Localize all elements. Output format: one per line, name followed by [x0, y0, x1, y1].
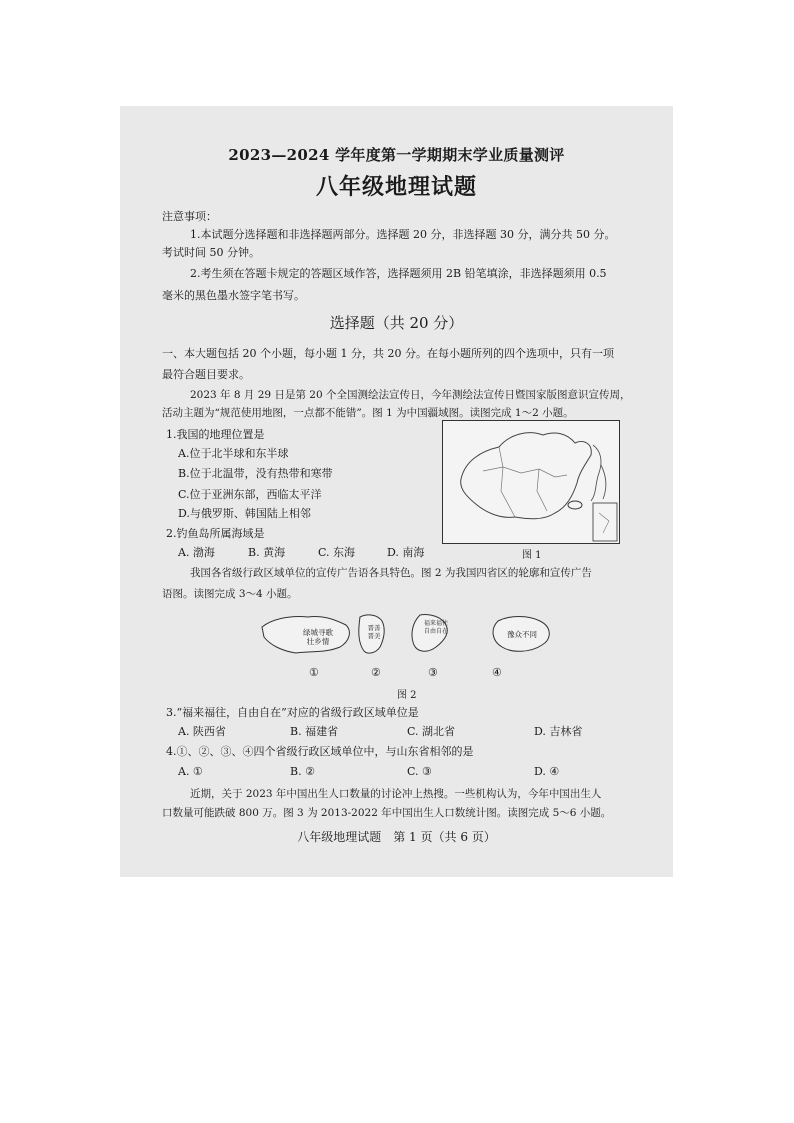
- q4-option-b: B. ②: [290, 765, 315, 778]
- section-heading: 选择题（共 20 分）: [329, 314, 464, 332]
- province1-number: ①: [309, 666, 319, 679]
- province4-slogan: [502, 630, 542, 639]
- notice-item1-line2: 考试时间 50 分钟。: [162, 246, 260, 259]
- q3-stem: 3.“福来福往，自由自在”对应的省级行政区域单位是: [166, 706, 419, 719]
- notice-heading: 注意事项：: [162, 210, 217, 223]
- q3-option-a: A. 陕西省: [178, 725, 226, 738]
- province4-slogan-line1: 豫众不同: [507, 630, 537, 639]
- fig2-caption: 图 2: [397, 690, 417, 701]
- passage3-line2: 口数量可能跌破 800 万。图 3 为 2013-2022 年中国出生人口数统计图。读图完成 5～6 小题。: [162, 807, 612, 819]
- china-map-drawing: [443, 421, 619, 543]
- q2-stem: 2.钓鱼岛所属海域是: [166, 527, 265, 540]
- passage1-line2: 活动主题为“规范使用地图，一点都不能错”。图 1 为中国疆域图。读图完成 1～2 小题。: [162, 407, 574, 419]
- exam-subject-title: 八年级地理试题: [315, 174, 477, 200]
- q2-option-d: D. 南海: [387, 546, 425, 559]
- province2-slogan-line2: 晋美: [367, 632, 381, 640]
- notice-item2-line1: 2.考生须在答题卡规定的答题区域作答，选择题须用 2B 铅笔填涂，非选择题须用 0.5: [190, 267, 607, 280]
- q2-option-b: B. 黄海: [248, 546, 286, 559]
- q4-stem: 4.①、②、③、④四个省级行政区域单位中，与山东省相邻的是: [166, 745, 474, 758]
- section-intro-line2: 最符合题目要求。: [162, 368, 250, 381]
- q3-option-d: D. 吉林省: [534, 725, 583, 738]
- province3-slogan-line1: 福来福往: [423, 620, 448, 627]
- exam-page: [120, 106, 673, 877]
- passage2-line1: 我国各省级行政区域单位的宣传广告语各具特色。图 2 为我国四省区的轮廓和宣传广告: [190, 567, 592, 579]
- section-intro-line1: 一、本大题包括 20 个小题，每小题 1 分，共 20 分。在每小题所列的四个选项中，只有一项: [162, 347, 614, 360]
- notice-item2-line2: 毫米的黑色墨水签字笔书写。: [162, 289, 305, 302]
- q1-stem: 1.我国的地理位置是: [166, 428, 265, 441]
- notice-item1-line1: 1.本试题分选择题和非选择题两部分。选择题 20 分，非选择题 30 分，满分共 50 分。: [190, 228, 616, 241]
- q2-option-a: A. 渤海: [178, 546, 215, 559]
- passage1-line1: 2023 年 8 月 29 日是第 20 个全国测绘法宣传日，今年测绘法宣传日暨国家版图意识宣传周，: [190, 389, 631, 401]
- fig1-caption: 图 1: [522, 550, 542, 561]
- q3-option-b: B. 福建省: [290, 725, 339, 738]
- province3-number: ③: [428, 666, 438, 679]
- passage3-line1: 近期，关于 2023 年中国出生人口数量的讨论冲上热搜。一些机构认为，今年中国出生人: [190, 788, 602, 800]
- q2-option-c: C. 东海: [318, 546, 356, 559]
- province2-slogan: [363, 624, 385, 640]
- q4-option-a: A. ①: [178, 765, 203, 778]
- q4-option-c: C. ③: [407, 765, 432, 778]
- q3-option-c: C. 湖北省: [407, 725, 456, 738]
- q1-option-c: C.位于亚洲东部，西临太平洋: [178, 488, 322, 501]
- china-territory-map: [442, 420, 620, 544]
- passage2-line2: 语图。读图完成 3～4 小题。: [162, 588, 298, 600]
- province1-slogan-line1: 绿城寻歌: [303, 628, 333, 637]
- page-footer: 八年级地理试题 第 1 页（共 6 页）: [297, 830, 496, 844]
- province3-slogan: [422, 620, 450, 636]
- q1-option-b: B.位于北温带，没有热带和寒带: [178, 467, 333, 480]
- q4-option-d: D. ④: [534, 765, 560, 778]
- province4-number: ④: [492, 666, 502, 679]
- province2-slogan-line1: 晋善: [367, 624, 381, 632]
- province2-number: ②: [371, 666, 381, 679]
- q1-option-a: A.位于北半球和东半球: [178, 447, 289, 460]
- q1-option-d: D.与俄罗斯、韩国陆上相邻: [178, 507, 311, 520]
- province1-slogan: [296, 628, 340, 646]
- province3-slogan-line2: 自由自在: [423, 628, 448, 635]
- exam-title: 2023—2024 学年度第一学期期末学业质量测评: [228, 146, 565, 164]
- province1-slogan-line2: 壮乡情: [306, 637, 330, 646]
